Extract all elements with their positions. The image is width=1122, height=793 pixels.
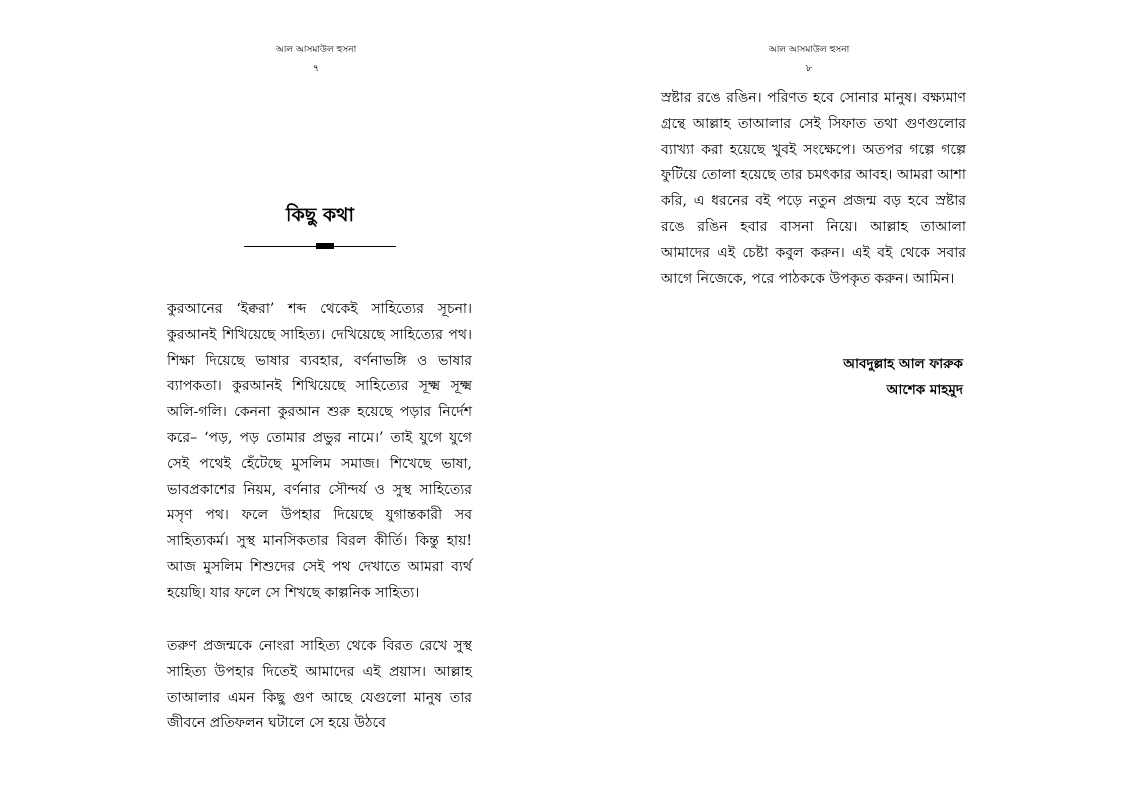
right-page [561,0,1122,793]
running-head: আল আসমাউল হুসনা [768,45,850,55]
author-signature: আশেক মাহমুদ [886,382,963,398]
chapter-title: কিছু কথা [286,204,354,226]
title-divider-ornament [316,243,334,249]
running-head: আল আসমাউল হুসনা [275,45,357,55]
page-number: ৮ [805,63,813,74]
page-number: ৭ [312,63,320,74]
body-paragraph: স্রষ্টার রঙে রঙিন। পরিণত হবে সোনার মানুষ। বক্ষ্যমাণ গ্রন্থে আল্লাহ তাআলার সেই সিফাত তথা গুণগুলোর ব্যাখ্যা করা হয়েছে খুবই সংক্ষেপে। অতপর গল্পে গল্পে ফুটিয়ে তোলা হয়েছে তার চমৎকার আবহ। আমরা আশা করি, এ ধরনের বই পড়ে নতুন প্রজন্ম বড় হবে স্রষ্টার রঙে রঙিন হবার বাসনা নিয়ে। আল্লাহ তাআলা আমাদের এই চেষ্টা কবুল করুন। এই বই থেকে সবার আগে নিজেকে, পরে পাঠককে উপকৃত করুন। আমিন। [661,90,966,287]
body-paragraph: তরুণ প্রজন্মকে নোংরা সাহিত্য থেকে বিরত রেখে সুস্থ সাহিত্য উপহার দিতেই আমাদের এই প্রয়াস। আল্লাহ তাআলার এমন কিছু গুণ আছে যেগুলো মানুষ তার জীবনে প্রতিফলন ঘটালে সে হয়ে উঠবে [167,638,472,732]
body-paragraph: কুরআনের ‘ইক্বরা’ শব্দ থেকেই সাহিত্যের সূচনা। কুরআনই শিখিয়েছে সাহিত্য। দেখিয়েছে সাহিত্যের পথ। শিক্ষা দিয়েছে ভাষার ব্যবহার, বর্ণনাভঙ্গি ও ভাষার ব্যাপকতা। কুরআনই শিখিয়েছে সাহিত্যের সূক্ষ্ম সূক্ষ্ম অলি-গলি। কেননা কুরআন শুরু হয়েছে পড়ার নির্দেশ করে– ‘পড়, পড় তোমার প্রভুর নামে।’ তাই যুগে যুগে সেই পথেই হেঁটেছে মুসলিম সমাজ। শিখেছে ভাষা, ভাবপ্রকাশের নিয়ম, বর্ণনার সৌন্দর্য ও সুস্থ সাহিত্যের মসৃণ পথ। ফলে উপহার দিয়েছে যুগান্তকারী সব সাহিত্যকর্ম। সুস্থ মানসিকতার বিরল কীর্তি। কিন্তু হায়! আজ মুসলিম শিশুদের সেই পথ দেখাতে আমরা ব্যর্থ হয়েছি। যার ফলে সে শিখছে কাল্পনিক সাহিত্য। [167,301,472,601]
author-signature: আবদুল্লাহ আল ফারুক [843,356,963,372]
